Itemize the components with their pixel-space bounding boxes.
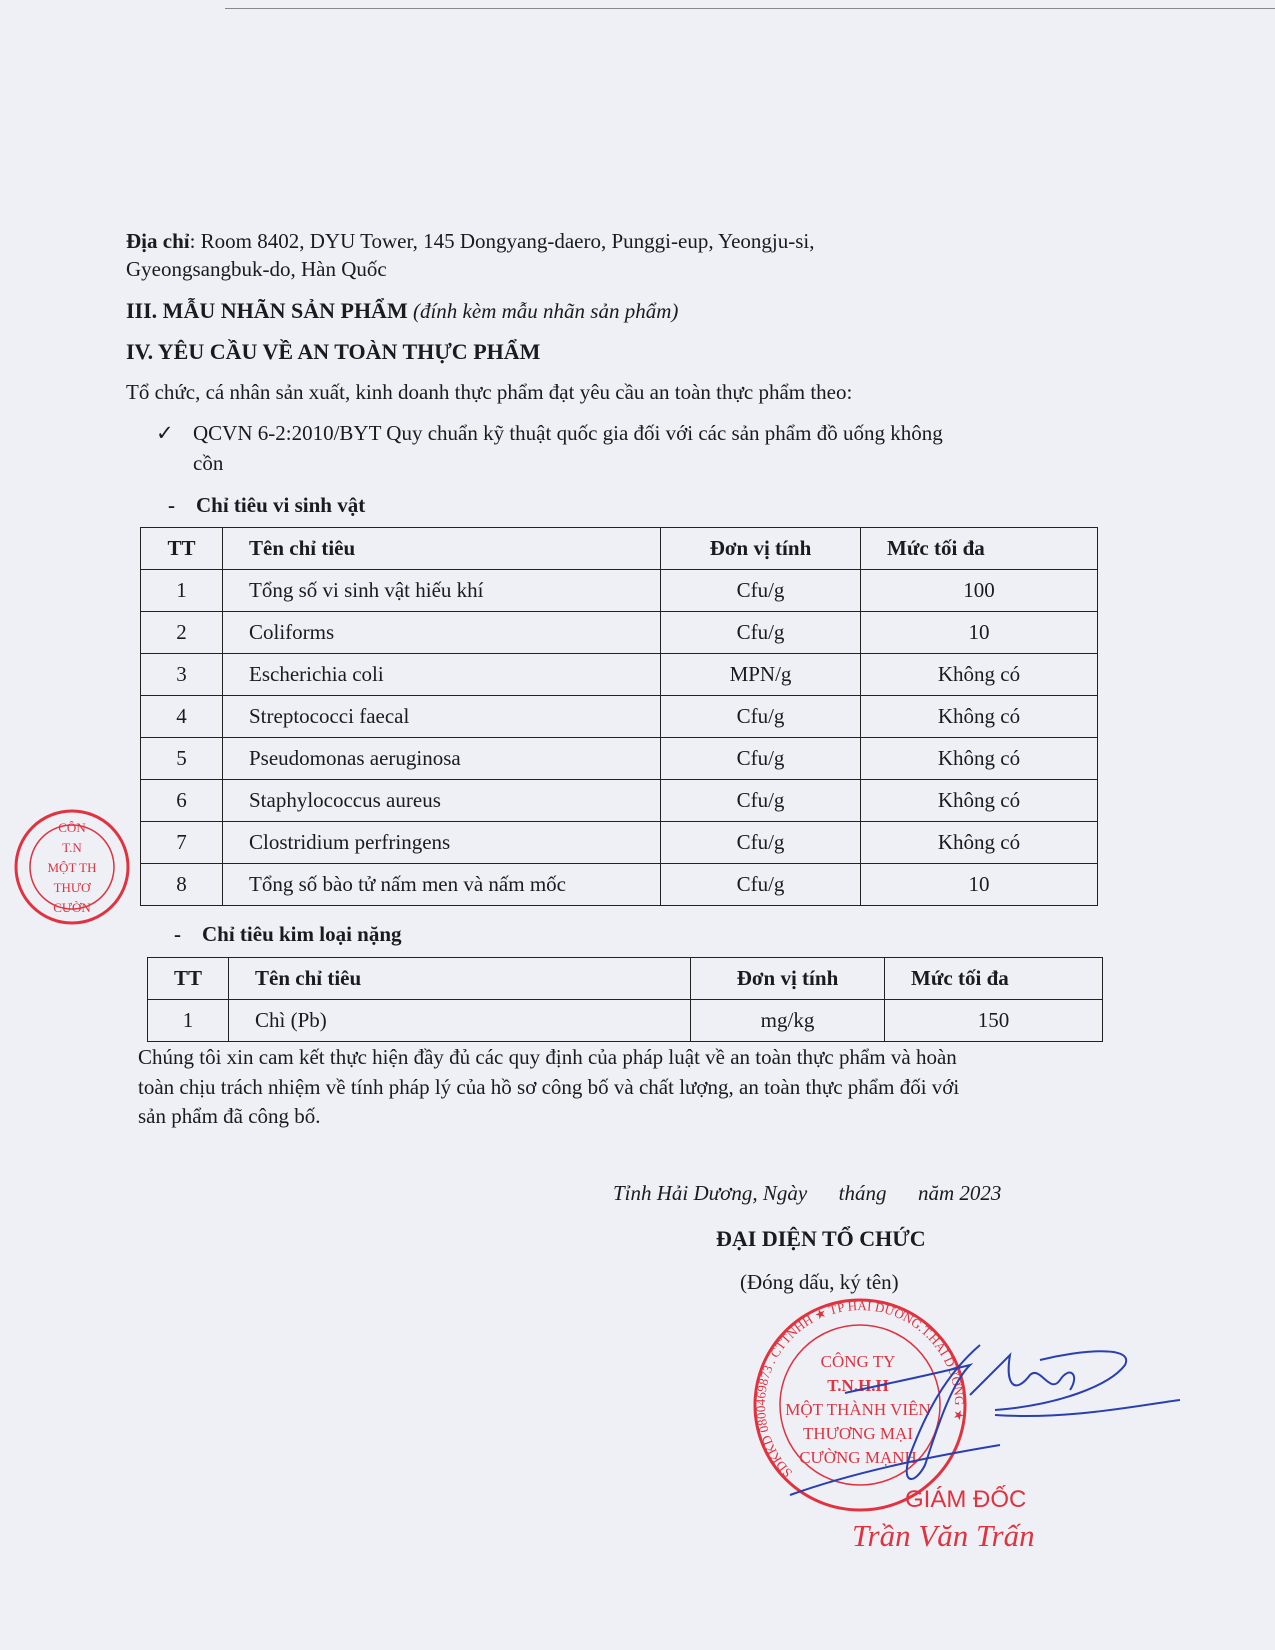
svg-text:THƯƠ: THƯƠ — [53, 880, 91, 895]
cell-unit: Cfu/g — [661, 612, 861, 654]
cell-max: Không có — [861, 654, 1098, 696]
header-max: Mức tối đa — [861, 528, 1098, 570]
representative-note: (Đóng dấu, ký tên) — [740, 1270, 899, 1294]
table-row — [141, 570, 1098, 612]
cell-tt: 1 — [141, 570, 223, 612]
table-row — [141, 612, 1098, 654]
cell-max: Không có — [861, 696, 1098, 738]
table-row — [141, 864, 1098, 906]
cell-max: Không có — [861, 822, 1098, 864]
commitment-line-1: Chúng tôi xin cam kết thực hiện đầy đủ các quy định của pháp luật về an toàn thực phẩm và hoàn — [138, 1045, 957, 1069]
partial-stamp-text — [48, 820, 97, 915]
cell-tt: 2 — [141, 612, 223, 654]
cell-max: 10 — [861, 612, 1098, 654]
cell-name: Pseudomonas aeruginosa — [223, 738, 661, 780]
metal-heading: - Chỉ tiêu kim loại nặng — [174, 922, 402, 946]
micro-heading-text: Chỉ tiêu vi sinh vật — [196, 493, 366, 517]
stamp-line: CƯỜNG MẠNH — [799, 1448, 917, 1467]
metal-table — [147, 957, 1103, 1042]
table-row — [141, 696, 1098, 738]
header-tt: TT — [141, 528, 223, 570]
cell-unit: Cfu/g — [661, 864, 861, 906]
metal-heading-text: Chỉ tiêu kim loại nặng — [202, 922, 402, 946]
svg-text:T.N: T.N — [62, 840, 82, 855]
header-unit: Đơn vị tính — [661, 528, 861, 570]
header-name: Tên chỉ tiêu — [223, 528, 661, 570]
header-name: Tên chỉ tiêu — [229, 958, 691, 1000]
address-line-2: Gyeongsangbuk-do, Hàn Quốc — [126, 257, 387, 281]
cell-max: Không có — [861, 738, 1098, 780]
cell-name: Streptococci faecal — [223, 696, 661, 738]
table-row — [141, 654, 1098, 696]
signer-name: Trần Văn Trấn — [852, 1518, 1035, 1553]
section-3-note: (đính kèm mẫu nhãn sản phẩm) — [412, 299, 679, 323]
address-value: : Room 8402, DYU Tower, 145 Dongyang-daero, Punggi-eup, Yeongju-si, — [189, 229, 815, 253]
representative-title: ĐẠI DIỆN TỔ CHỨC — [716, 1226, 926, 1251]
scan-edge-line — [225, 8, 1275, 9]
cell-tt: 8 — [141, 864, 223, 906]
cell-name: Tổng số vi sinh vật hiếu khí — [223, 570, 661, 612]
commitment-line-2: toàn chịu trách nhiệm về tính pháp lý của hồ sơ công bố và chất lượng, an toàn thực phẩm đối với — [138, 1075, 960, 1099]
table-header — [148, 958, 1103, 1000]
cell-unit: Cfu/g — [661, 696, 861, 738]
micro-table — [140, 527, 1098, 906]
standard-line-1: QCVN 6-2:2010/BYT Quy chuẩn kỹ thuật quốc gia đối với các sản phẩm đồ uống không — [193, 421, 943, 445]
cell-tt: 4 — [141, 696, 223, 738]
cell-name: Coliforms — [223, 612, 661, 654]
section-3-heading — [126, 298, 678, 324]
cell-unit: Cfu/g — [661, 780, 861, 822]
cell-max: Không có — [861, 780, 1098, 822]
table-row — [148, 1000, 1103, 1042]
cell-unit: mg/kg — [691, 1000, 885, 1042]
standard-line-2: cồn — [193, 451, 224, 475]
svg-text:MỘT TH: MỘT TH — [47, 860, 97, 875]
cell-max: 10 — [861, 864, 1098, 906]
address-line-1 — [126, 229, 815, 254]
position-title: GIÁM ĐỐC — [905, 1486, 1027, 1513]
commitment-line-3: sản phẩm đã công bố. — [138, 1104, 321, 1128]
svg-text:CƯỜN: CƯỜN — [53, 900, 91, 915]
cell-tt: 1 — [148, 1000, 229, 1042]
header-unit: Đơn vị tính — [691, 958, 885, 1000]
address-label: Địa chỉ — [126, 229, 190, 253]
cell-name: Escherichia coli — [223, 654, 661, 696]
stamp-outer-text: SDKKD 0800469873 . CTTNHH ★ TP HẢI DƯƠNG.T.HẢI DƯƠNG ★ — [752, 1297, 968, 1481]
cell-tt: 6 — [141, 780, 223, 822]
cell-unit: MPN/g — [661, 654, 861, 696]
cell-unit: Cfu/g — [661, 738, 861, 780]
header-tt: TT — [148, 958, 229, 1000]
cell-tt: 7 — [141, 822, 223, 864]
svg-text:CÔN: CÔN — [58, 820, 86, 835]
cell-unit: Cfu/g — [661, 822, 861, 864]
table-row — [141, 822, 1098, 864]
table-row — [141, 780, 1098, 822]
partial-stamp-left — [0, 770, 130, 970]
cell-name: Staphylococcus aureus — [223, 780, 661, 822]
header-max: Mức tối đa — [885, 958, 1103, 1000]
intro-text: Tổ chức, cá nhân sản xuất, kinh doanh thực phẩm đạt yêu cầu an toàn thực phẩm theo: — [126, 380, 853, 404]
cell-max: 100 — [861, 570, 1098, 612]
section-4-heading: IV. YÊU CẦU VỀ AN TOÀN THỰC PHẨM — [126, 339, 541, 364]
check-icon: ✓ — [156, 421, 174, 445]
cell-tt: 3 — [141, 654, 223, 696]
stamp-line: MỘT THÀNH VIÊN — [785, 1400, 931, 1419]
table-row — [141, 738, 1098, 780]
cell-name: Chì (Pb) — [229, 1000, 691, 1042]
date-line: Tỉnh Hải Dương, Ngày tháng năm 2023 — [613, 1181, 1002, 1205]
cell-name: Clostridium perfringens — [223, 822, 661, 864]
stamp-line: CÔNG TY — [820, 1352, 896, 1371]
cell-max: 150 — [885, 1000, 1103, 1042]
stamp-line: THƯƠNG MẠI — [803, 1424, 913, 1443]
cell-unit: Cfu/g — [661, 570, 861, 612]
section-3-title: III. MẪU NHÃN SẢN PHẨM — [126, 298, 408, 323]
stamp-line: T.N.H.H — [827, 1376, 889, 1395]
cell-tt: 5 — [141, 738, 223, 780]
table-header — [141, 528, 1098, 570]
micro-heading: - Chỉ tiêu vi sinh vật — [168, 493, 366, 517]
cell-name: Tổng số bào tử nấm men và nấm mốc — [223, 864, 661, 906]
